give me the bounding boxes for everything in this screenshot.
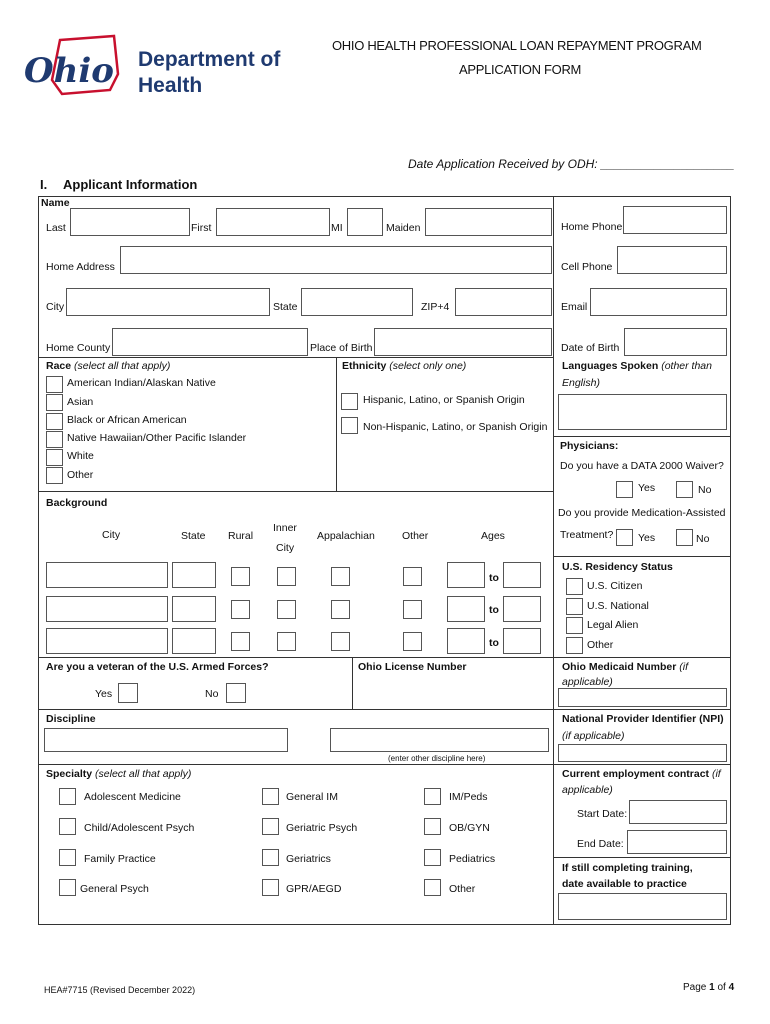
race-option: Other — [67, 469, 94, 481]
data-waiver-yes-checkbox[interactable] — [616, 481, 633, 498]
email-label: Email — [561, 301, 588, 313]
npi-note: (if applicable) — [562, 730, 625, 742]
specialty-option: General IM — [286, 791, 338, 803]
residency-option: U.S. Citizen — [587, 580, 643, 592]
medicaid-field[interactable] — [558, 688, 727, 707]
other-discipline-hint: (enter other discipline here) — [388, 754, 486, 763]
background-heading: Background — [46, 497, 108, 509]
race-checkbox[interactable] — [46, 394, 63, 411]
languages-field[interactable] — [558, 394, 727, 430]
bg-state-field[interactable] — [172, 628, 216, 654]
residency-option: Other — [587, 639, 614, 651]
residency-heading: U.S. Residency Status — [562, 561, 673, 573]
mi-field[interactable] — [347, 208, 383, 236]
bg-col-city: City — [102, 529, 121, 541]
bg-age-from-field[interactable] — [447, 562, 485, 588]
bg-col-appalachian: Appalachian — [317, 530, 375, 542]
zip-field[interactable] — [455, 288, 552, 316]
contract-heading: Current employment contract (if — [562, 768, 721, 780]
specialty-checkbox[interactable] — [424, 849, 441, 866]
specialty-checkbox[interactable] — [262, 849, 279, 866]
languages-heading: Languages Spoken (other than — [562, 360, 712, 372]
row-divider — [38, 357, 553, 358]
bg-inner-city-checkbox[interactable] — [277, 600, 296, 619]
city-label: City — [46, 301, 65, 313]
city-field[interactable] — [66, 288, 270, 316]
right-divider — [553, 764, 730, 765]
data-waiver-no-checkbox[interactable] — [676, 481, 693, 498]
data-waiver-no-label: No — [698, 484, 712, 496]
bg-rural-checkbox[interactable] — [231, 567, 250, 586]
race-heading: Race (select all that apply) — [46, 360, 171, 372]
license-label: Ohio License Number — [358, 661, 467, 673]
date-received-label: Date Application Received by ODH: ____________________ — [408, 157, 735, 171]
bg-appalachian-checkbox[interactable] — [331, 632, 350, 651]
bg-col-inner-city: City — [276, 542, 295, 554]
mat-question-cont: Treatment? — [560, 529, 614, 541]
medicaid-label: Ohio Medicaid Number (if — [562, 661, 689, 673]
data-waiver-yes-label: Yes — [638, 482, 656, 494]
specialty-option: Adolescent Medicine — [84, 791, 181, 803]
cell-phone-field[interactable] — [617, 246, 727, 274]
form-left-border — [38, 196, 39, 924]
bg-age-to-field[interactable] — [503, 562, 541, 588]
section-number: I. — [40, 177, 48, 192]
row-divider — [38, 491, 553, 492]
data-waiver-question: Do you have a DATA 2000 Waiver? — [560, 460, 724, 472]
home-phone-field[interactable] — [623, 206, 727, 234]
residency-checkbox[interactable] — [566, 578, 583, 595]
bg-appalachian-checkbox[interactable] — [331, 567, 350, 586]
residency-checkbox[interactable] — [566, 598, 583, 615]
form-right-border — [730, 196, 731, 924]
bg-other-checkbox[interactable] — [403, 632, 422, 651]
race-checkbox[interactable] — [46, 431, 63, 448]
contract-note: applicable) — [562, 784, 613, 796]
bg-age-to-field[interactable] — [503, 596, 541, 622]
race-ethnicity-divider — [336, 357, 337, 491]
right-divider — [553, 709, 730, 710]
bg-city-field[interactable] — [46, 562, 168, 588]
column-divider — [553, 196, 554, 924]
bg-other-checkbox[interactable] — [403, 567, 422, 586]
race-option: Asian — [67, 396, 94, 408]
home-address-field[interactable] — [120, 246, 552, 274]
bg-to-label: to — [489, 572, 499, 584]
discipline-label: Discipline — [46, 713, 96, 725]
specialty-option: Family Practice — [84, 853, 156, 865]
bg-col-other: Other — [402, 530, 429, 542]
maiden-label: Maiden — [386, 222, 421, 234]
place-of-birth-label: Place of Birth — [310, 342, 373, 354]
ohio-logo — [22, 30, 132, 100]
bg-age-to-field[interactable] — [503, 628, 541, 654]
ethnicity-checkbox[interactable] — [341, 417, 358, 434]
veteran-yes-label: Yes — [95, 688, 113, 700]
org-name-line2: Health — [138, 74, 203, 97]
zip-label: ZIP+4 — [421, 301, 450, 313]
veteran-question: Are you a veteran of the U.S. Armed Forces? — [46, 661, 269, 673]
license-field[interactable] — [358, 678, 548, 704]
bg-to-label: to — [489, 637, 499, 649]
bg-age-from-field[interactable] — [447, 628, 485, 654]
home-phone-label: Home Phone — [561, 221, 623, 233]
training-label-line1: If still completing training, — [562, 862, 693, 874]
race-option: Native Hawaiian/Other Pacific Islander — [67, 432, 247, 444]
maiden-name-field[interactable] — [425, 208, 552, 236]
mat-question: Do you provide Medication-Assisted — [558, 507, 726, 519]
date-of-birth-field[interactable] — [624, 328, 727, 356]
ethnicity-option: Non-Hispanic, Latino, or Spanish Origin — [363, 421, 548, 433]
languages-note: English) — [562, 377, 600, 389]
veteran-no-label: No — [205, 688, 219, 700]
residency-checkbox[interactable] — [566, 617, 583, 634]
right-divider — [553, 657, 730, 658]
mi-label: MI — [331, 222, 343, 234]
race-checkbox[interactable] — [46, 449, 63, 466]
ethnicity-checkbox[interactable] — [341, 393, 358, 410]
race-checkbox[interactable] — [46, 467, 63, 484]
specialty-option: Geriatric Psych — [286, 822, 358, 834]
specialty-checkbox[interactable] — [59, 879, 76, 896]
other-discipline-field[interactable] — [330, 728, 549, 752]
right-divider — [553, 436, 730, 437]
start-date-label: Start Date: — [577, 808, 628, 820]
specialty-checkbox[interactable] — [262, 879, 279, 896]
physicians-heading: Physicians: — [560, 440, 619, 452]
ethnicity-heading: Ethnicity (select only one) — [342, 360, 467, 372]
org-name-line1: Department of — [138, 48, 281, 71]
specialty-option: GPR/AEGD — [286, 883, 342, 895]
section-title: Applicant Information — [63, 177, 198, 192]
race-option: White — [67, 450, 94, 462]
residency-option: Legal Alien — [587, 619, 639, 631]
date-of-birth-label: Date of Birth — [561, 342, 620, 354]
home-county-label: Home County — [46, 342, 111, 354]
specialty-checkbox[interactable] — [262, 788, 279, 805]
bg-age-from-field[interactable] — [447, 596, 485, 622]
form-top-border — [38, 196, 730, 197]
race-checkbox[interactable] — [46, 376, 63, 393]
discipline-field[interactable] — [44, 728, 288, 752]
medicaid-note: applicable) — [562, 676, 613, 688]
program-title: OHIO HEALTH PROFESSIONAL LOAN REPAYMENT PROGRAM — [332, 38, 702, 53]
mat-no-label: No — [696, 533, 710, 545]
right-divider — [553, 857, 730, 858]
race-checkbox[interactable] — [46, 413, 63, 430]
residency-option: U.S. National — [587, 600, 649, 612]
npi-label: National Provider Identifier (NPI) — [562, 713, 724, 725]
form-id: HEA#7715 (Revised December 2022) — [44, 985, 196, 995]
bg-rural-checkbox[interactable] — [231, 600, 250, 619]
row-divider — [38, 657, 553, 658]
bg-state-field[interactable] — [172, 562, 216, 588]
svg-text:Ohio: Ohio — [24, 51, 114, 91]
mat-no-checkbox[interactable] — [676, 529, 693, 546]
state-label: State — [273, 301, 298, 313]
bg-other-checkbox[interactable] — [403, 600, 422, 619]
row-divider — [38, 764, 553, 765]
start-date-field[interactable] — [629, 800, 727, 824]
specialty-checkbox[interactable] — [424, 788, 441, 805]
veteran-no-checkbox[interactable] — [226, 683, 246, 703]
bg-inner-city-checkbox[interactable] — [277, 567, 296, 586]
specialty-checkbox[interactable] — [424, 879, 441, 896]
mat-yes-label: Yes — [638, 532, 656, 544]
race-option: Black or African American — [67, 414, 187, 426]
specialty-checkbox[interactable] — [262, 818, 279, 835]
bg-col-state: State — [181, 530, 206, 542]
specialty-checkbox[interactable] — [59, 818, 76, 835]
home-county-field[interactable] — [112, 328, 308, 356]
form-bottom-border — [38, 924, 731, 925]
ethnicity-option: Hispanic, Latino, or Spanish Origin — [363, 394, 525, 406]
specialty-option: Other — [449, 883, 476, 895]
veteran-license-divider — [352, 657, 353, 709]
veteran-yes-checkbox[interactable] — [118, 683, 138, 703]
bg-city-field[interactable] — [46, 628, 168, 654]
specialty-checkbox[interactable] — [59, 788, 76, 805]
specialty-option: OB/GYN — [449, 822, 490, 834]
state-field[interactable] — [301, 288, 413, 316]
last-label: Last — [46, 222, 66, 234]
cell-phone-label: Cell Phone — [561, 261, 613, 273]
training-label-line2: date available to practice — [562, 878, 687, 890]
place-of-birth-field[interactable] — [374, 328, 552, 356]
specialty-option: General Psych — [80, 883, 149, 895]
email-field[interactable] — [590, 288, 727, 316]
home-address-label: Home Address — [46, 261, 115, 273]
specialty-option: IM/Peds — [449, 791, 488, 803]
mat-yes-checkbox[interactable] — [616, 529, 633, 546]
residency-checkbox[interactable] — [566, 637, 583, 654]
race-option: American Indian/Alaskan Native — [67, 377, 216, 389]
bg-appalachian-checkbox[interactable] — [331, 600, 350, 619]
form-title: APPLICATION FORM — [459, 62, 582, 77]
specialty-option: Child/Adolescent Psych — [84, 822, 195, 834]
bg-to-label: to — [489, 604, 499, 616]
first-label: First — [191, 222, 212, 234]
first-name-field[interactable] — [216, 208, 330, 236]
specialty-option: Geriatrics — [286, 853, 331, 865]
specialty-heading: Specialty (select all that apply) — [46, 768, 192, 780]
bg-col-inner: Inner — [273, 522, 297, 534]
bg-city-field[interactable] — [46, 596, 168, 622]
last-name-field[interactable] — [70, 208, 190, 236]
bg-col-ages: Ages — [481, 530, 505, 542]
specialty-checkbox[interactable] — [424, 818, 441, 835]
specialty-option: Pediatrics — [449, 853, 496, 865]
page-number: Page 1 of 4 — [683, 982, 735, 993]
row-divider — [38, 709, 553, 710]
end-date-field[interactable] — [627, 830, 727, 854]
bg-state-field[interactable] — [172, 596, 216, 622]
bg-inner-city-checkbox[interactable] — [277, 632, 296, 651]
training-date-field[interactable] — [558, 893, 727, 920]
end-date-label: End Date: — [577, 838, 624, 850]
specialty-checkbox[interactable] — [59, 849, 76, 866]
bg-rural-checkbox[interactable] — [231, 632, 250, 651]
npi-field[interactable] — [558, 744, 727, 762]
name-heading: Name — [41, 197, 70, 209]
right-divider — [553, 556, 730, 557]
bg-col-rural: Rural — [228, 530, 254, 542]
